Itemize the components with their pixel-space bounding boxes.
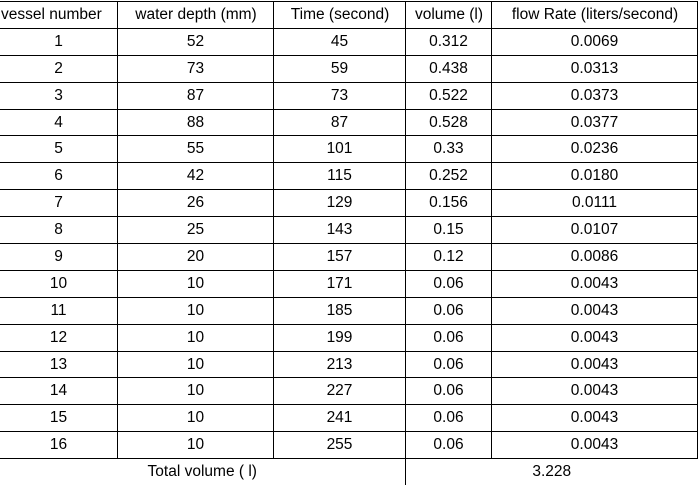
cell-time: 143 bbox=[274, 217, 406, 244]
table-row bbox=[0, 378, 698, 405]
cell-time: 101 bbox=[274, 136, 406, 163]
cell-flow-rate: 0.0086 bbox=[492, 244, 698, 271]
table-row bbox=[0, 244, 698, 271]
cell-vessel-number: 11 bbox=[0, 297, 118, 324]
cell-volume: 0.06 bbox=[406, 405, 492, 432]
cell-flow-rate: 0.0373 bbox=[492, 82, 698, 109]
cell-water-depth: 10 bbox=[118, 297, 274, 324]
cell-flow-rate: 0.0043 bbox=[492, 405, 698, 432]
cell-water-depth: 20 bbox=[118, 244, 274, 271]
table-row bbox=[0, 297, 698, 324]
table-row bbox=[0, 82, 698, 109]
cell-time: 185 bbox=[274, 297, 406, 324]
cell-vessel-number: 2 bbox=[0, 55, 118, 82]
cell-water-depth: 42 bbox=[118, 163, 274, 190]
cell-time: 59 bbox=[274, 55, 406, 82]
cell-flow-rate: 0.0313 bbox=[492, 55, 698, 82]
total-row bbox=[0, 459, 698, 485]
data-table bbox=[0, 1, 698, 485]
table-body bbox=[0, 28, 698, 458]
cell-flow-rate: 0.0043 bbox=[492, 324, 698, 351]
total-volume-value: 3.228 bbox=[406, 459, 698, 485]
cell-vessel-number: 16 bbox=[0, 432, 118, 459]
cell-vessel-number: 3 bbox=[0, 82, 118, 109]
cell-time: 213 bbox=[274, 351, 406, 378]
cell-vessel-number: 4 bbox=[0, 109, 118, 136]
cell-vessel-number: 12 bbox=[0, 324, 118, 351]
cell-flow-rate: 0.0069 bbox=[492, 28, 698, 55]
header-time: Time (second) bbox=[274, 2, 406, 29]
table-row bbox=[0, 109, 698, 136]
cell-water-depth: 25 bbox=[118, 217, 274, 244]
cell-time: 241 bbox=[274, 405, 406, 432]
cell-time: 171 bbox=[274, 270, 406, 297]
cell-time: 157 bbox=[274, 244, 406, 271]
table-row bbox=[0, 270, 698, 297]
cell-volume: 0.528 bbox=[406, 109, 492, 136]
cell-vessel-number: 1 bbox=[0, 28, 118, 55]
cell-volume: 0.12 bbox=[406, 244, 492, 271]
cell-time: 199 bbox=[274, 324, 406, 351]
table-row bbox=[0, 28, 698, 55]
total-volume-label: Total volume ( l) bbox=[0, 459, 406, 485]
cell-water-depth: 88 bbox=[118, 109, 274, 136]
cell-flow-rate: 0.0377 bbox=[492, 109, 698, 136]
cell-flow-rate: 0.0111 bbox=[492, 190, 698, 217]
table-row bbox=[0, 55, 698, 82]
cell-vessel-number: 7 bbox=[0, 190, 118, 217]
header-volume: volume (l) bbox=[406, 2, 492, 29]
cell-flow-rate: 0.0043 bbox=[492, 351, 698, 378]
cell-volume: 0.15 bbox=[406, 217, 492, 244]
table-row bbox=[0, 351, 698, 378]
cell-volume: 0.06 bbox=[406, 270, 492, 297]
cell-water-depth: 87 bbox=[118, 82, 274, 109]
cell-vessel-number: 13 bbox=[0, 351, 118, 378]
cell-water-depth: 10 bbox=[118, 378, 274, 405]
cell-time: 87 bbox=[274, 109, 406, 136]
cell-volume: 0.522 bbox=[406, 82, 492, 109]
cell-volume: 0.438 bbox=[406, 55, 492, 82]
cell-flow-rate: 0.0043 bbox=[492, 297, 698, 324]
cell-volume: 0.06 bbox=[406, 378, 492, 405]
cell-water-depth: 55 bbox=[118, 136, 274, 163]
cell-time: 45 bbox=[274, 28, 406, 55]
cell-volume: 0.156 bbox=[406, 190, 492, 217]
cell-water-depth: 10 bbox=[118, 432, 274, 459]
cell-vessel-number: 5 bbox=[0, 136, 118, 163]
table-row bbox=[0, 190, 698, 217]
cell-volume: 0.06 bbox=[406, 324, 492, 351]
cell-water-depth: 10 bbox=[118, 405, 274, 432]
cell-volume: 0.312 bbox=[406, 28, 492, 55]
cell-flow-rate: 0.0107 bbox=[492, 217, 698, 244]
cell-flow-rate: 0.0180 bbox=[492, 163, 698, 190]
cell-water-depth: 73 bbox=[118, 55, 274, 82]
cell-vessel-number: 8 bbox=[0, 217, 118, 244]
cell-water-depth: 10 bbox=[118, 351, 274, 378]
header-vessel-number: vessel number bbox=[0, 2, 118, 29]
header-flow-rate: flow Rate (liters/second) bbox=[492, 2, 698, 29]
cell-vessel-number: 9 bbox=[0, 244, 118, 271]
cell-flow-rate: 0.0236 bbox=[492, 136, 698, 163]
cell-time: 115 bbox=[274, 163, 406, 190]
cell-vessel-number: 14 bbox=[0, 378, 118, 405]
cell-vessel-number: 15 bbox=[0, 405, 118, 432]
table-row bbox=[0, 136, 698, 163]
cell-volume: 0.252 bbox=[406, 163, 492, 190]
cell-time: 227 bbox=[274, 378, 406, 405]
table-row bbox=[0, 405, 698, 432]
cell-time: 73 bbox=[274, 82, 406, 109]
cell-vessel-number: 6 bbox=[0, 163, 118, 190]
table-row bbox=[0, 324, 698, 351]
cell-volume: 0.06 bbox=[406, 432, 492, 459]
cell-vessel-number: 10 bbox=[0, 270, 118, 297]
cell-water-depth: 10 bbox=[118, 324, 274, 351]
cell-volume: 0.06 bbox=[406, 297, 492, 324]
cell-flow-rate: 0.0043 bbox=[492, 270, 698, 297]
cell-water-depth: 10 bbox=[118, 270, 274, 297]
cell-flow-rate: 0.0043 bbox=[492, 378, 698, 405]
cell-volume: 0.06 bbox=[406, 351, 492, 378]
table-row bbox=[0, 217, 698, 244]
header-water-depth: water depth (mm) bbox=[118, 2, 274, 29]
cell-time: 129 bbox=[274, 190, 406, 217]
table-row bbox=[0, 163, 698, 190]
header-row bbox=[0, 2, 698, 29]
cell-flow-rate: 0.0043 bbox=[492, 432, 698, 459]
cell-volume: 0.33 bbox=[406, 136, 492, 163]
cell-water-depth: 52 bbox=[118, 28, 274, 55]
table-row bbox=[0, 432, 698, 459]
cell-water-depth: 26 bbox=[118, 190, 274, 217]
cell-time: 255 bbox=[274, 432, 406, 459]
